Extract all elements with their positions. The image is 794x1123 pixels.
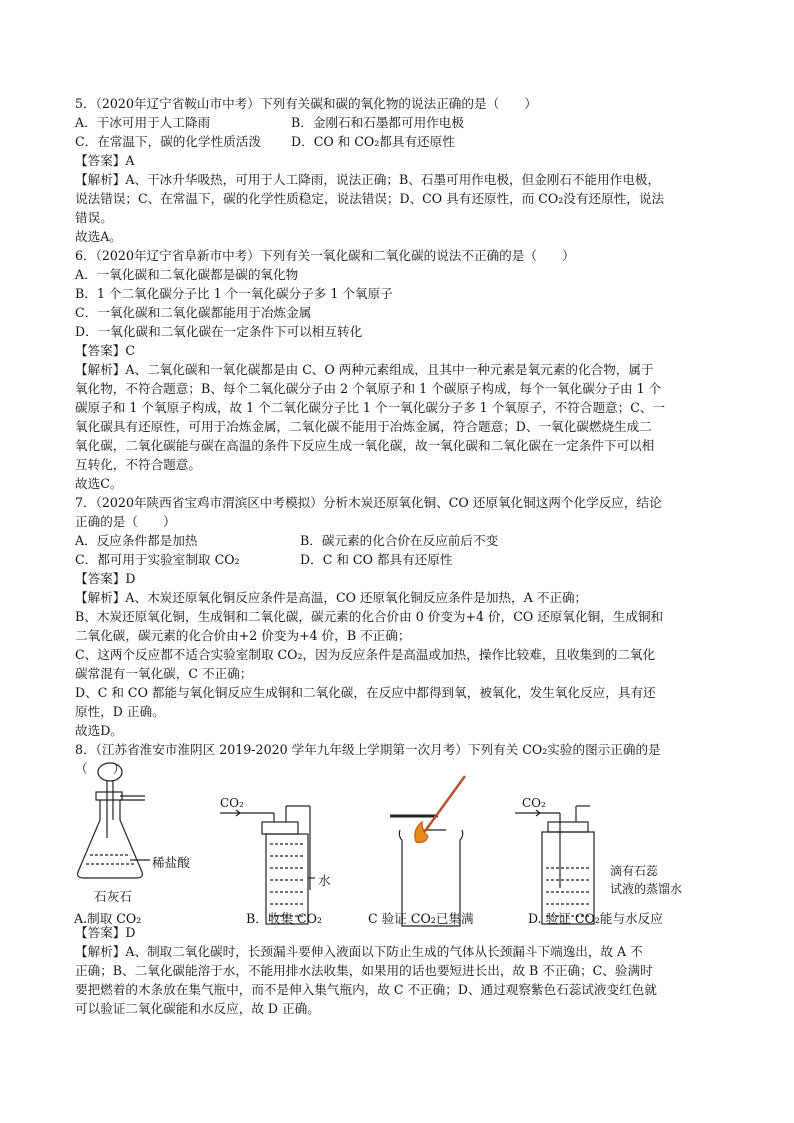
q7-conclusion: 故选D。 [75,723,123,738]
q6-option-b: B．1 个二氧化碳分子比 1 个一氧化碳分子多 1 个氧原子 [75,286,393,301]
q6-explanation-line: 氧化物，不符合题意；B、每个二氧化碳分子由 2 个氧原子和 1 个碳原子构成，每个一氧化碳分子由 1 个 [75,381,662,396]
q6-explanation-line: 氧化碳具有还原性，可用于冶炼金属，二氧化碳不能用于冶炼金属，符合题意；D、一氧化碳燃烧生成二 [75,419,652,434]
q6-option-c: C．一氧化碳和二氧化碳都能用于冶炼金属 [75,305,312,320]
q8-figure [60,760,760,932]
q7-explanation-line: 碳常混有一氧化碳，C 不正确； [75,666,253,681]
q8-answer: 【答案】D [75,925,136,940]
q6-explanation-line: 互转化，不符合题意。 [75,457,201,472]
q6-explanation-line: 碳原子和 1 个氧原子构成，故 1 个二氧化碳分子比 1 个一氧化碳分子多 1 个氧原子，不符合题意；C、一 [75,400,666,415]
q7-explanation-line: D、C 和 CO 都能与氧化铜反应生成铜和二氧化碳，在反应中都得到氧，被氧化，发生氧化反应，具有还 [75,685,656,700]
apparatus-drawings [60,760,760,932]
q8-stem-cont: （ ） [75,761,126,776]
q8-explanation-line: 要把燃着的木条放在集气瓶中，而不是伸入集气瓶内，故 C 不正确；D、通过观察紫色石蕊试液变红色就 [75,982,657,997]
q6-explanation-line: 【解析】A、二氧化碳和一氧化碳都是由 C、O 两种元素组成，且其中一种元素是氧元素的化合物，属于 [75,362,654,377]
caption-a: A.制取 CO₂ [74,911,142,926]
caption-b: B．收集 CO₂ [246,911,323,926]
q7-explanation-line: B、木炭还原氧化铜，生成铜和二氧化碳，碳元素的化合价由 0 价变为+4 价，CO 还原氧化铜，生成铜和 [75,609,664,624]
q5-explanation-line: 错误。 [75,210,113,225]
label-limestone: 石灰石 [94,889,132,904]
label-litmus-line2: 试液的蒸馏水 [610,882,683,896]
q5-explanation-line: 说法错误；C、在常温下，碳的化学性质稳定，说法错误；D、CO 具有还原性，而 CO₂没有还原性，说法 [75,191,665,206]
q5-option-c: C．在常温下，碳的化学性质活泼 [75,134,261,149]
q5-option-d: D．CO 和 CO₂都具有还原性 [291,134,455,149]
q8-explanation-line: 可以验证二氧化碳能和水反应，故 D 正确。 [75,1001,320,1016]
q7-option-a: A．反应条件都是加热 [75,533,198,548]
q8-stem: 8．（江苏省淮安市淮阴区 2019-2020 学年九年级上学期第一次月考）下列有关 CO₂实验的图示正确的是 [75,742,661,757]
q6-option-a: A．一氧化碳和二氧化碳都是碳的氧化物 [75,267,299,282]
q5-conclusion: 故选A。 [75,229,122,244]
q7-explanation-line: 二氧化碳，碳元素的化合价由+2 价变为+4 价，B 不正确； [75,628,411,643]
q7-option-c: C．都可用于实验室制取 CO₂ [75,552,240,567]
apparatus-b-bottle [220,806,315,924]
q6-conclusion: 故选C。 [75,476,123,491]
q5-stem: 5．（2020年辽宁省鞍山市中考）下列有关碳和碳的氧化物的说法正确的是（ ） [75,96,537,111]
q7-answer: 【答案】D [75,571,136,586]
label-co2-b: CO₂ [220,796,244,810]
label-water: 水 [318,873,331,888]
q7-explanation-line: C、这两个反应都不适合实验室制取 CO₂，因为反应条件是高温或加热，操作比较难，且收集到的二氧化 [75,647,656,662]
q8-explanation-line: 【解析】A、制取二氧化碳时，长颈漏斗要伸入液面以下防止生成的气体从长颈漏斗下端逸出，故 A 不 [75,944,643,959]
caption-d: D. 验证 CO₂能与水反应 [528,911,663,926]
q5-option-a: A．干冰可用于人工降雨 [75,115,211,130]
apparatus-d-bottle [515,806,594,924]
q6-answer: 【答案】C [75,343,136,358]
q5-answer: 【答案】A [75,153,135,168]
q5-option-b: B．金刚石和石墨都可用作电极 [291,115,464,130]
q6-explanation-line: 氧化碳，二氧化碳能与碳在高温的条件下反应生成一氧化碳，故一氧化碳和二氧化碳在一定条件下可以相 [75,438,655,453]
q7-explanation-line: 【解析】A、木炭还原氧化铜反应条件是高温，CO 还原氧化铜反应条件是加热，A 不正确； [75,590,588,605]
q7-stem: 7．（2020年陕西省宝鸡市渭滨区中考模拟）分析木炭还原氧化铜、CO 还原氧化铜这两个化学反应，结论 [75,495,662,510]
caption-c: C 验证 CO₂已集满 [368,911,474,926]
q7-option-b: B．碳元素的化合价在反应前后不变 [300,533,499,548]
q8-explanation-line: 正确；B、二氧化碳能溶于水，不能用排水法收集，如果用的话也要短进长出，故 B 不正确；C、验满时 [75,963,653,978]
label-co2-d: CO₂ [522,796,546,810]
label-litmus-line1: 滴有石蕊 [610,864,659,878]
q6-option-d: D．一氧化碳和二氧化碳在一定条件下可以相互转化 [75,324,363,339]
q7-stem-cont: 正确的是（ ） [75,514,176,529]
apparatus-a-flask [78,763,150,878]
q5-explanation-line: 【解析】A、干冰升华吸热，可用于人工降雨，说法正确；B、石墨可用作电极，但金刚石不能用作电极， [75,172,661,187]
q7-option-d: D．C 和 CO 都具有还原性 [300,552,453,567]
q6-stem: 6．（2020年辽宁省阜新市中考）下列有关一氧化碳和二氧化碳的说法不正确的是（ ） [75,248,575,263]
apparatus-c-bottle [390,776,465,926]
q7-explanation-line: 原性，D 正确。 [75,704,165,719]
label-dilute-hcl: 稀盐酸 [152,855,190,870]
